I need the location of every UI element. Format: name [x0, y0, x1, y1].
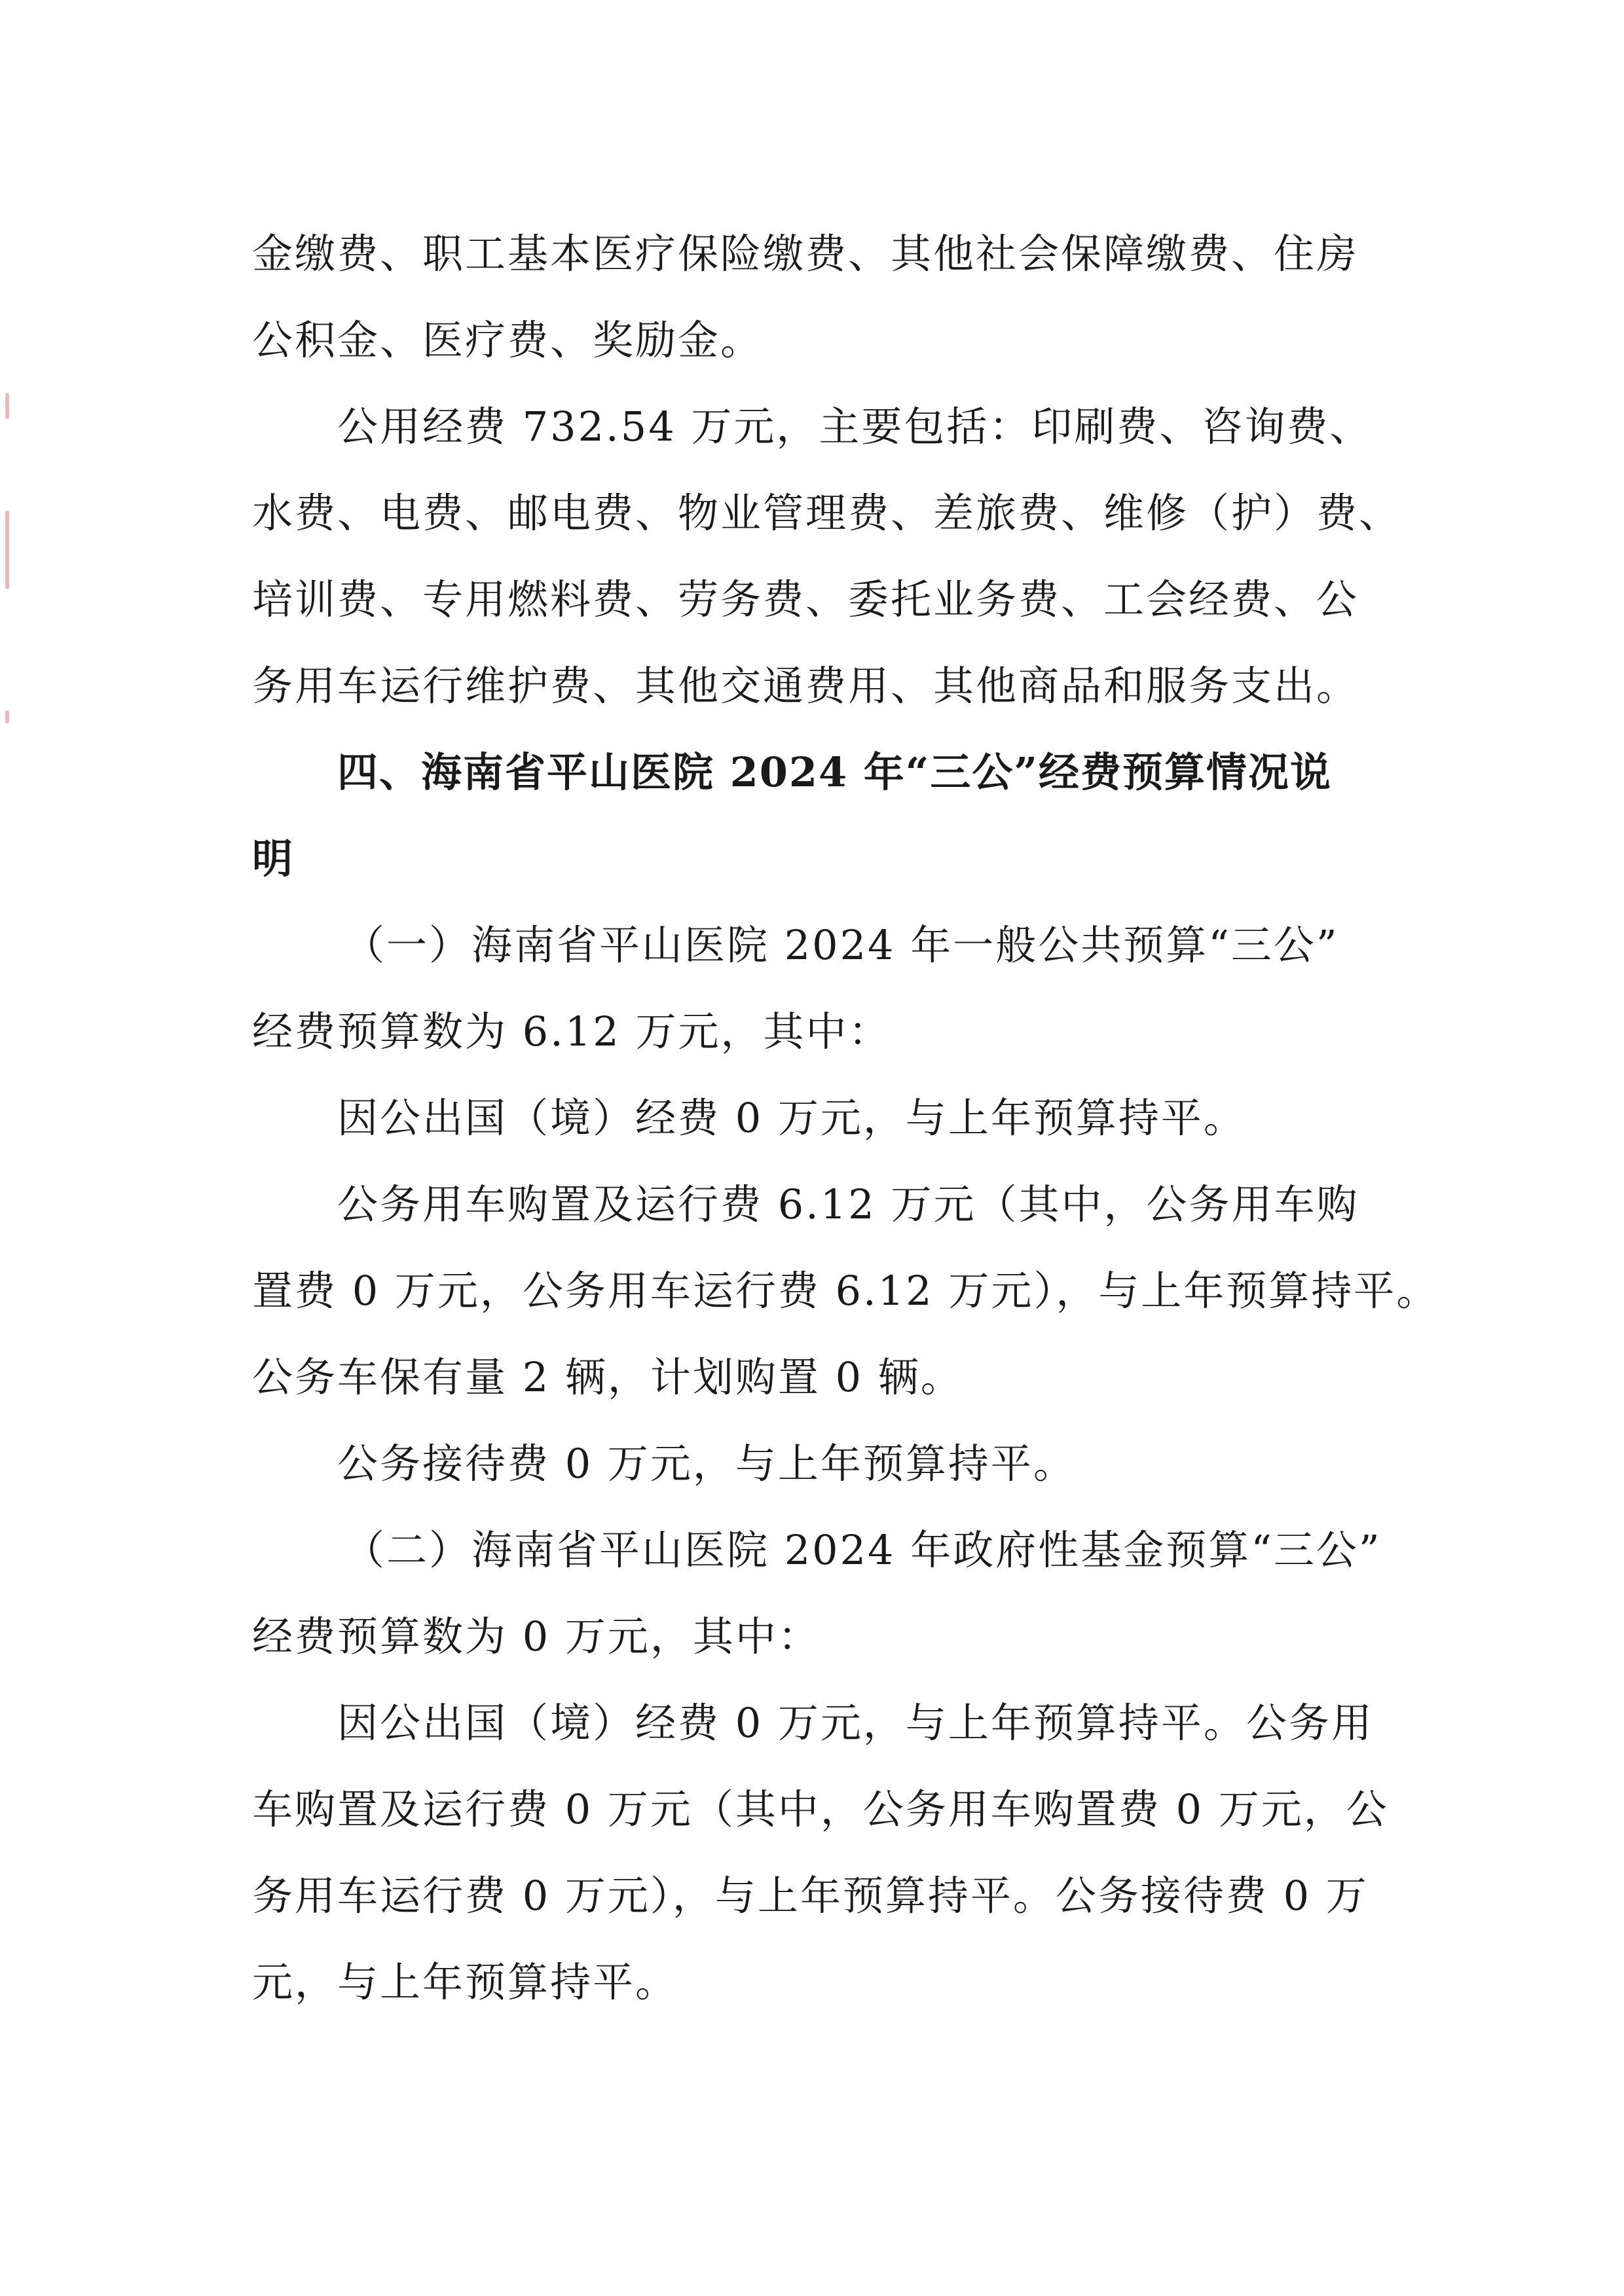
paragraph-start: 公用经费 732.54 万元，主要包括：印刷费、咨询费、	[337, 403, 1373, 450]
paragraph-start: 因公出国（境）经费 0 万元，与上年预算持平。公务用	[337, 1699, 1374, 1747]
text-line: 务用车运行维护费、其他交通费用、其他商品和服务支出。	[252, 662, 1359, 710]
text-line: 水费、电费、邮电费、物业管理费、差旅费、维修（护）费、	[252, 489, 1402, 537]
text-line: 金缴费、职工基本医疗保险缴费、其他社会保障缴费、住房	[252, 230, 1359, 278]
text-line: 公务车保有量 2 辆，计划购置 0 辆。	[252, 1353, 963, 1401]
subsection-heading: （一）海南省平山医院 2024 年一般公共预算“三公”	[344, 921, 1339, 969]
text-line: 公积金、医疗费、奖励金。	[252, 316, 764, 364]
text-line: 经费预算数为 6.12 万元，其中：	[252, 1008, 891, 1055]
document-body	[252, 211, 1439, 2026]
text-line: 车购置及运行费 0 万元（其中，公务用车购置费 0 万元，公	[252, 1785, 1389, 1833]
text-line: 置费 0 万元，公务用车运行费 6.12 万元），与上年预算持平。	[252, 1267, 1439, 1315]
text-line: 经费预算数为 0 万元，其中：	[252, 1613, 821, 1660]
section-heading-continued: 明	[252, 835, 295, 883]
text-line: 培训费、专用燃料费、劳务费、委托业务费、工会经费、公	[252, 575, 1359, 623]
text-line: 元，与上年预算持平。	[252, 1958, 678, 2006]
text-line: 务用车运行费 0 万元），与上年预算持平。公务接待费 0 万	[252, 1872, 1369, 1920]
binding-mark	[5, 710, 9, 723]
paragraph-start: 公务用车购置及运行费 6.12 万元（其中，公务用车购	[337, 1180, 1359, 1228]
binding-mark	[5, 393, 9, 419]
binding-mark	[5, 511, 9, 589]
paragraph-start: 公务接待费 0 万元，与上年预算持平。	[337, 1440, 1076, 1487]
subsection-heading: （二）海南省平山医院 2024 年政府性基金预算“三公”	[344, 1526, 1382, 1574]
section-heading: 四、海南省平山医院 2024 年“三公”经费预算情况说	[337, 748, 1333, 796]
paragraph-start: 因公出国（境）经费 0 万元，与上年预算持平。	[337, 1094, 1246, 1142]
